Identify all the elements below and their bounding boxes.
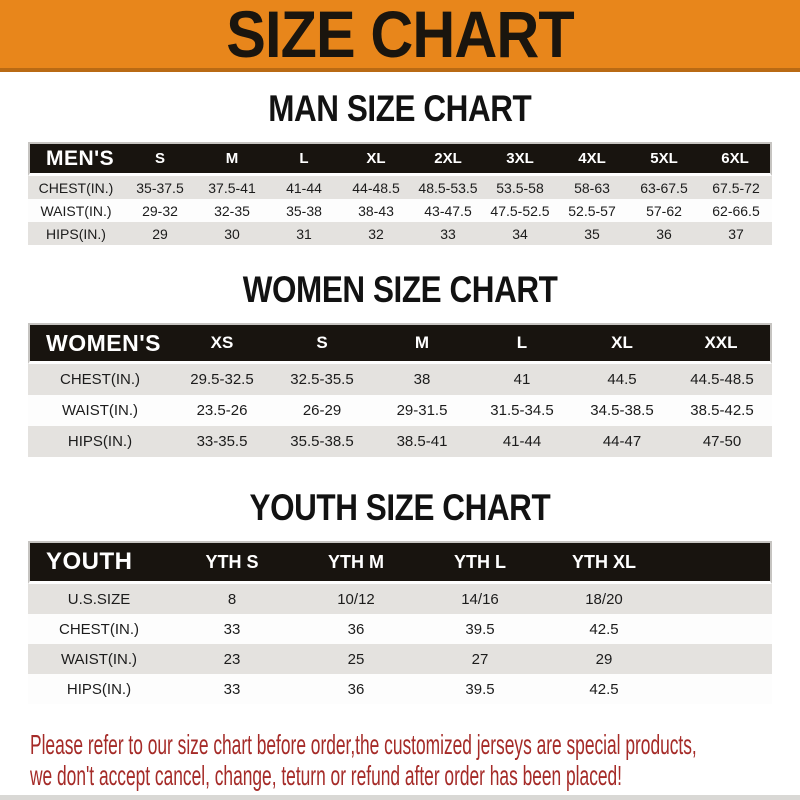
men-size-header: 3XL [484, 142, 556, 176]
measure-cell: 44.5 [572, 364, 672, 395]
women-corner-label: WOMEN'S [28, 323, 172, 364]
measure-cell: 63-67.5 [628, 176, 700, 199]
measure-cell: 25 [294, 644, 418, 674]
women-header-row [28, 323, 772, 364]
youth-chest-row [28, 614, 772, 644]
measure-cell: 31.5-34.5 [472, 395, 572, 426]
measure-cell: 36 [628, 222, 700, 245]
row-label: U.S.SIZE [28, 584, 170, 614]
men-heading-text: MAN SIZE CHART [268, 88, 532, 129]
measure-cell: 42.5 [542, 614, 666, 644]
men-chest-row [28, 176, 772, 199]
row-label: WAIST(IN.) [28, 199, 124, 222]
measure-cell: 38-43 [340, 199, 412, 222]
measure-cell: 29 [542, 644, 666, 674]
measure-cell: 35-37.5 [124, 176, 196, 199]
row-label: WAIST(IN.) [28, 644, 170, 674]
measure-cell: 62-66.5 [700, 199, 772, 222]
men-size-header: 5XL [628, 142, 700, 176]
filler-cell [666, 584, 772, 614]
women-size-header: S [272, 323, 372, 364]
row-label: HIPS(IN.) [28, 674, 170, 704]
row-label: CHEST(IN.) [28, 176, 124, 199]
measure-cell: 29.5-32.5 [172, 364, 272, 395]
men-size-header: 4XL [556, 142, 628, 176]
men-size-header: 6XL [700, 142, 772, 176]
measure-cell: 8 [170, 584, 294, 614]
measure-cell: 58-63 [556, 176, 628, 199]
measure-cell: 32.5-35.5 [272, 364, 372, 395]
measure-cell: 44.5-48.5 [672, 364, 772, 395]
measure-cell: 42.5 [542, 674, 666, 704]
measure-cell: 67.5-72 [700, 176, 772, 199]
order-note-line2: we don't accept cancel, change, teturn or refund after order has been placed! [30, 760, 623, 791]
measure-cell: 37.5-41 [196, 176, 268, 199]
women-size-header: XL [572, 323, 672, 364]
order-note-line1: Please refer to our size chart before order,the customized jerseys are special products, [30, 729, 697, 760]
women-section-heading [0, 269, 800, 311]
measure-cell: 35 [556, 222, 628, 245]
row-label: HIPS(IN.) [28, 426, 172, 457]
measure-cell: 47-50 [672, 426, 772, 457]
women-size-table [28, 323, 772, 457]
men-hips-row [28, 222, 772, 245]
measure-cell: 41-44 [268, 176, 340, 199]
size-chart-banner [0, 0, 800, 72]
row-label: CHEST(IN.) [28, 364, 172, 395]
youth-hips-row [28, 674, 772, 704]
measure-cell: 41 [472, 364, 572, 395]
measure-cell: 29 [124, 222, 196, 245]
measure-cell: 48.5-53.5 [412, 176, 484, 199]
men-size-table [28, 142, 772, 245]
men-waist-row [28, 199, 772, 222]
measure-cell: 33-35.5 [172, 426, 272, 457]
measure-cell: 27 [418, 644, 542, 674]
measure-cell: 32 [340, 222, 412, 245]
women-size-header: XS [172, 323, 272, 364]
men-size-header: XL [340, 142, 412, 176]
measure-cell: 52.5-57 [556, 199, 628, 222]
measure-cell: 34 [484, 222, 556, 245]
bottom-edge-strip [0, 795, 800, 800]
men-corner-label: MEN'S [28, 142, 124, 176]
measure-cell: 47.5-52.5 [484, 199, 556, 222]
row-label: CHEST(IN.) [28, 614, 170, 644]
measure-cell: 38.5-42.5 [672, 395, 772, 426]
men-size-header: S [124, 142, 196, 176]
measure-cell: 18/20 [542, 584, 666, 614]
measure-cell: 39.5 [418, 674, 542, 704]
youth-size-table [28, 541, 772, 704]
filler-cell [666, 644, 772, 674]
measure-cell: 57-62 [628, 199, 700, 222]
men-size-header: M [196, 142, 268, 176]
youth-waist-row [28, 644, 772, 674]
measure-cell: 38 [372, 364, 472, 395]
measure-cell: 10/12 [294, 584, 418, 614]
measure-cell: 29-32 [124, 199, 196, 222]
measure-cell: 37 [700, 222, 772, 245]
men-section-heading [0, 88, 800, 130]
youth-section-heading [0, 487, 800, 529]
women-hips-row [28, 426, 772, 457]
measure-cell: 33 [170, 614, 294, 644]
measure-cell: 30 [196, 222, 268, 245]
measure-cell: 33 [412, 222, 484, 245]
youth-ussize-row [28, 584, 772, 614]
men-size-header: L [268, 142, 340, 176]
measure-cell: 23 [170, 644, 294, 674]
youth-header-row [28, 541, 772, 584]
measure-cell: 39.5 [418, 614, 542, 644]
youth-size-header: YTH S [170, 541, 294, 584]
men-size-header: 2XL [412, 142, 484, 176]
women-heading-text: WOMEN SIZE CHART [242, 269, 558, 310]
row-label: WAIST(IN.) [28, 395, 172, 426]
measure-cell: 36 [294, 614, 418, 644]
filler-cell [666, 614, 772, 644]
men-header-row [28, 142, 772, 176]
measure-cell: 32-35 [196, 199, 268, 222]
measure-cell: 29-31.5 [372, 395, 472, 426]
youth-heading-text: YOUTH SIZE CHART [249, 487, 551, 528]
youth-size-header: YTH XL [542, 541, 666, 584]
women-waist-row [28, 395, 772, 426]
measure-cell: 33 [170, 674, 294, 704]
youth-corner-label: YOUTH [28, 541, 170, 584]
measure-cell: 23.5-26 [172, 395, 272, 426]
measure-cell: 36 [294, 674, 418, 704]
youth-size-header: YTH L [418, 541, 542, 584]
women-size-header: XXL [672, 323, 772, 364]
women-chest-row [28, 364, 772, 395]
women-size-header: L [472, 323, 572, 364]
youth-size-header: YTH M [294, 541, 418, 584]
filler-cell [666, 674, 772, 704]
measure-cell: 14/16 [418, 584, 542, 614]
measure-cell: 41-44 [472, 426, 572, 457]
measure-cell: 35.5-38.5 [272, 426, 372, 457]
measure-cell: 26-29 [272, 395, 372, 426]
measure-cell: 34.5-38.5 [572, 395, 672, 426]
measure-cell: 43-47.5 [412, 199, 484, 222]
women-size-header: M [372, 323, 472, 364]
row-label: HIPS(IN.) [28, 222, 124, 245]
measure-cell: 44-48.5 [340, 176, 412, 199]
banner-title: SIZE CHART [226, 0, 574, 71]
measure-cell: 44-47 [572, 426, 672, 457]
order-note [30, 729, 800, 791]
measure-cell: 38.5-41 [372, 426, 472, 457]
measure-cell: 31 [268, 222, 340, 245]
measure-cell: 35-38 [268, 199, 340, 222]
measure-cell: 53.5-58 [484, 176, 556, 199]
youth-header-filler [666, 541, 772, 584]
